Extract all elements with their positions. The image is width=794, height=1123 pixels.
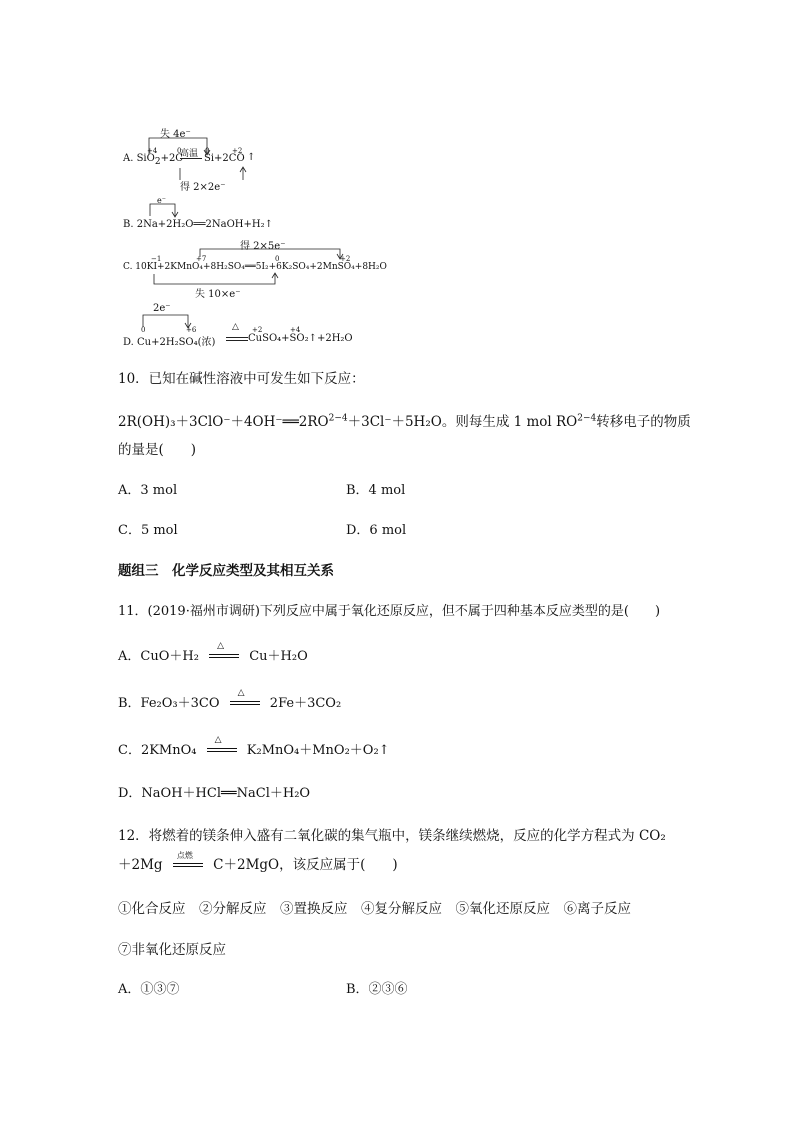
- condition-label: △: [217, 640, 224, 651]
- q10-option-b[interactable]: B．4 mol: [346, 483, 406, 498]
- condition-label: △: [214, 734, 222, 745]
- q12-stem: 12．将燃着的镁条伸入盛有二氧化碳的集气瓶中，镁条继续燃烧，反应的化学方程式为 CO₂: [118, 828, 666, 844]
- q10-question-end: 的量是( ): [118, 442, 197, 458]
- ox-state: 0: [205, 147, 210, 155]
- q12-reaction-types-cont: ⑦非氧化还原反应: [118, 942, 226, 958]
- section-heading: 题组三 化学反应类型及其相互关系: [118, 563, 334, 579]
- q10-option-c[interactable]: C．5 mol: [118, 523, 178, 538]
- ox-state: +2: [252, 326, 263, 334]
- q11-option-d[interactable]: D．NaOH＋HCl══NaCl＋H₂O: [118, 786, 311, 801]
- ox-state: +7: [196, 255, 207, 263]
- q10-stem: 10．已知在碱性溶液中可发生如下反应：: [118, 371, 365, 387]
- ox-state: +4: [147, 147, 158, 155]
- ox-state: 0: [141, 326, 146, 334]
- gas-arrow: ↑: [247, 152, 256, 163]
- equation-left: A. SiO$_2$+2C: [123, 153, 183, 167]
- q11-option-c[interactable]: C．2KMnO₄ △ K₂MnO₄＋MnO₂＋O₂↑: [118, 734, 390, 758]
- q10-equation: $2R(OH)_3+3ClO^-+4OH^-══2RO^{2-4}+3Cl^-+5H_2O$。则每生成 1 mol $RO^{2-4}$转移电子的物质: [118, 413, 691, 430]
- ox-state: +6: [186, 326, 197, 334]
- electron-label: 2e⁻: [153, 303, 171, 314]
- equation-right: Si+2CO: [204, 153, 245, 164]
- q12-option-b[interactable]: B．②③⑥: [346, 982, 408, 997]
- ox-state: −1: [151, 255, 162, 263]
- ox-state: +4: [290, 326, 301, 334]
- equation: B. 2Na+2H₂O══2NaOH+H₂↑: [123, 219, 273, 230]
- q11-option-b[interactable]: B．Fe₂O₃＋3CO △ 2Fe＋3CO₂: [118, 687, 342, 711]
- lose-electron-label: 失 4e⁻: [160, 129, 191, 140]
- q10-option-d[interactable]: D．6 mol: [346, 523, 407, 538]
- q10-option-a[interactable]: A．3 mol: [118, 483, 178, 498]
- condition-label: 高温: [180, 149, 199, 159]
- q11-option-a[interactable]: A．CuO＋H₂ △ Cu＋H₂O: [118, 640, 308, 664]
- ox-state: 0: [177, 147, 182, 155]
- q12-equation: ＋2Mg 点燃 C＋2MgO，该反应属于( ): [118, 850, 398, 873]
- ox-state: +2: [232, 147, 243, 155]
- ox-state: +2: [340, 255, 351, 263]
- q12-reaction-types: ①化合反应 ②分解反应 ③置换反应 ④复分解反应 ⑤氧化还原反应 ⑥离子反应: [118, 901, 631, 917]
- ox-state: 0: [275, 255, 280, 263]
- equation-right: CuSO₄+SO₂↑+2H₂O: [248, 333, 353, 344]
- gain-electron-label: 得 2×5e⁻: [240, 241, 286, 252]
- lose-electron-label: 失 10×e⁻: [195, 289, 241, 300]
- equation-left: D. Cu+2H₂SO₄(浓): [123, 337, 216, 348]
- equation: C. 10KI+2KMnO₄+8H₂SO₄══5I₂+6K₂SO₄+2MnSO₄+8H₂O: [123, 262, 387, 272]
- gain-electron-label: 得 2×2e⁻: [180, 182, 226, 193]
- q12-option-a[interactable]: A．①③⑦: [118, 982, 180, 997]
- condition-label: △: [232, 322, 239, 332]
- condition-label: △: [237, 687, 245, 698]
- condition-label: 点燃: [176, 850, 193, 860]
- electron-label: e⁻: [157, 196, 166, 205]
- q11-stem: 11．(2019·福州市调研)下列反应中属于氧化还原反应，但不属于四种基本反应类型的是( ): [118, 604, 661, 619]
